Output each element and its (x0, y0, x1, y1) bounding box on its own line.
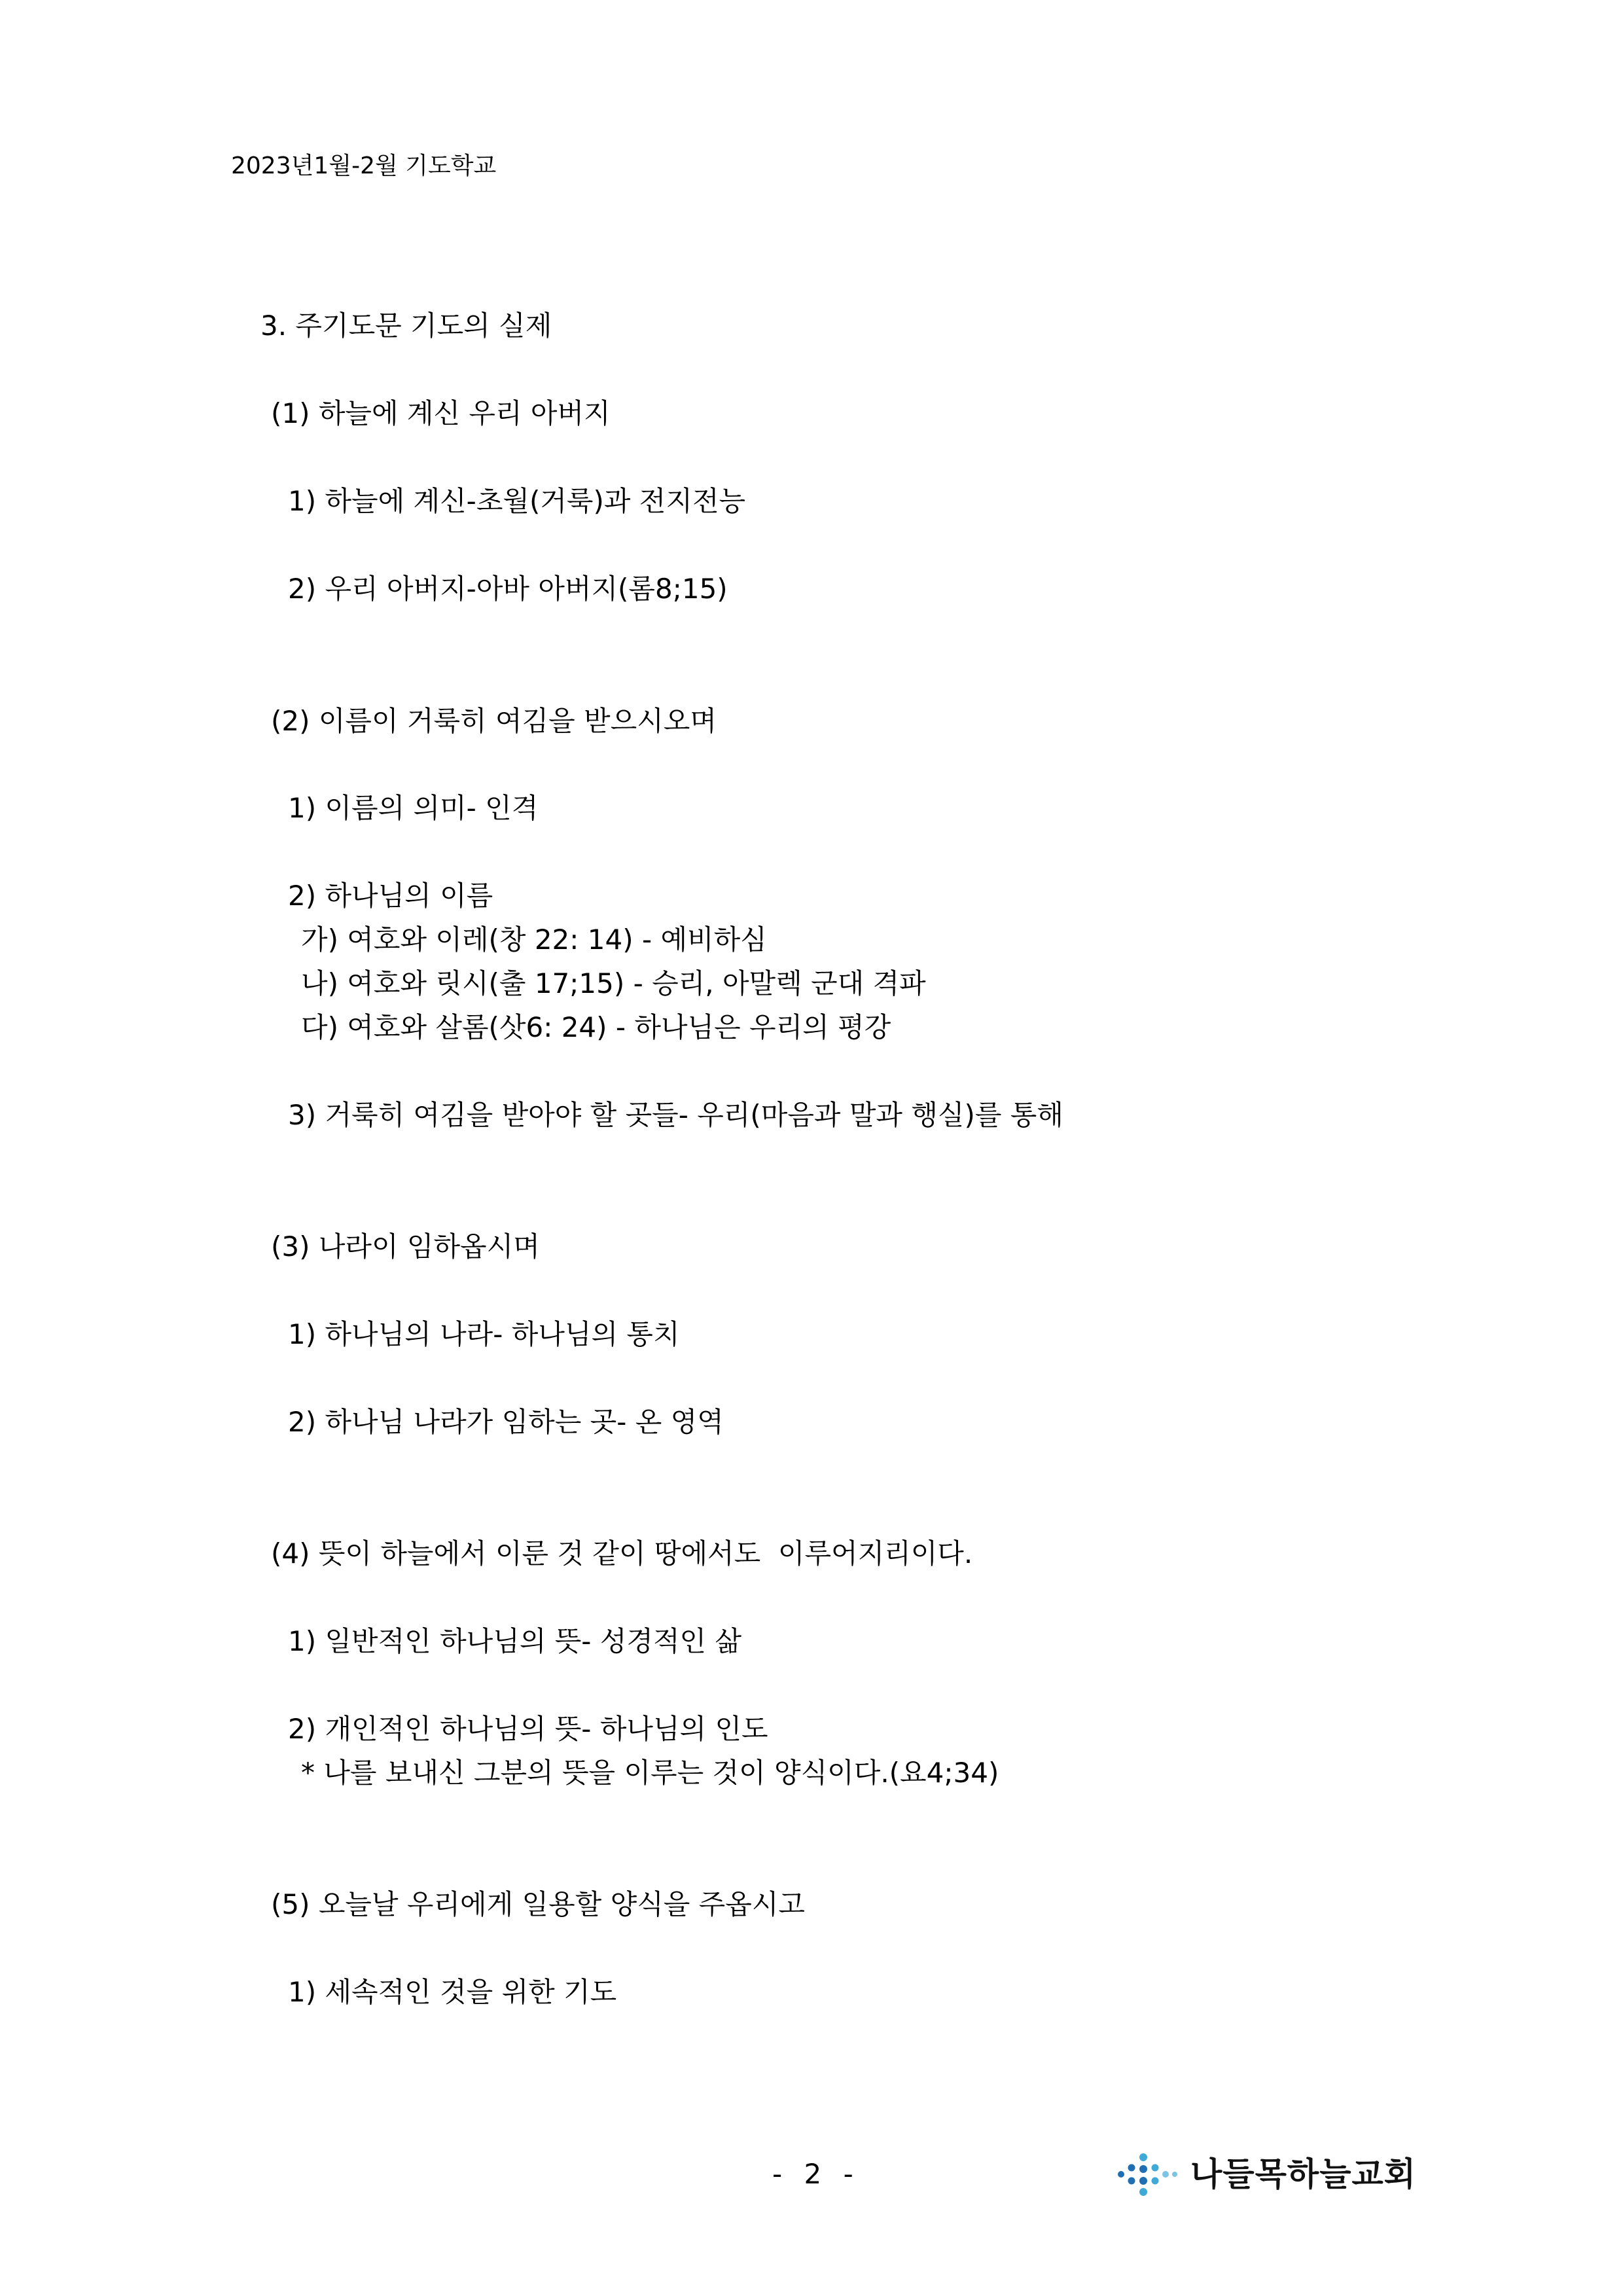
list-item: 1) 하나님의 나라- 하나님의 통치 (288, 1318, 680, 1350)
subsection-heading-4: (4) 뜻이 하늘에서 이룬 것 같이 땅에서도 이루어지리이다. (271, 1537, 973, 1570)
list-item: 1) 일반적인 하나님의 뜻- 성경적인 삶 (288, 1625, 742, 1657)
sub-list-item: 가) 여호와 이레(창 22: 14) - 예비하심 (301, 924, 767, 956)
document-header: 2023년1월-2월 기도학교 (231, 152, 497, 179)
list-item: 2) 하나님 나라가 임하는 곳- 온 영역 (288, 1406, 724, 1438)
list-item: 3) 거룩히 여김을 받아야 할 곳들- 우리(마음과 말과 행실)를 통해 (288, 1099, 1063, 1131)
dots-cross-logo-icon (1116, 2151, 1179, 2198)
note-item: * 나를 보내신 그분의 뜻을 이루는 것이 양식이다.(요4;34) (301, 1757, 999, 1789)
list-item: 1) 하늘에 계신-초월(거룩)과 전지전능 (288, 485, 746, 517)
subsection-heading-5: (5) 오늘날 우리에게 일용할 양식을 주옵시고 (271, 1888, 805, 1920)
church-logo (1116, 2148, 1416, 2200)
section-title: 3. 주기도문 기도의 실제 (260, 310, 552, 342)
subsection-heading-2: (2) 이름이 거룩히 여김을 받으시오며 (271, 705, 717, 737)
list-item: 1) 이름의 의미- 인격 (288, 792, 539, 824)
list-item: 2) 개인적인 하나님의 뜻- 하나님의 인도 (288, 1713, 768, 1745)
list-item: 2) 우리 아버지-아바 아버지(롬8;15) (288, 573, 728, 605)
page-number: - 2 - (772, 2158, 860, 2190)
list-item: 2) 하나님의 이름 (288, 880, 493, 912)
list-item: 1) 세속적인 것을 위한 기도 (288, 1976, 617, 2008)
subsection-heading-3: (3) 나라이 임하옵시며 (271, 1230, 540, 1263)
church-name: 나들목하늘교회 (1190, 2155, 1417, 2193)
sub-list-item: 다) 여호와 살롬(삿6: 24) - 하나님은 우리의 평강 (301, 1011, 891, 1043)
subsection-heading-1: (1) 하늘에 계신 우리 아버지 (271, 397, 611, 429)
sub-list-item: 나) 여호와 릿시(출 17;15) - 승리, 아말렉 군대 격파 (301, 967, 926, 999)
